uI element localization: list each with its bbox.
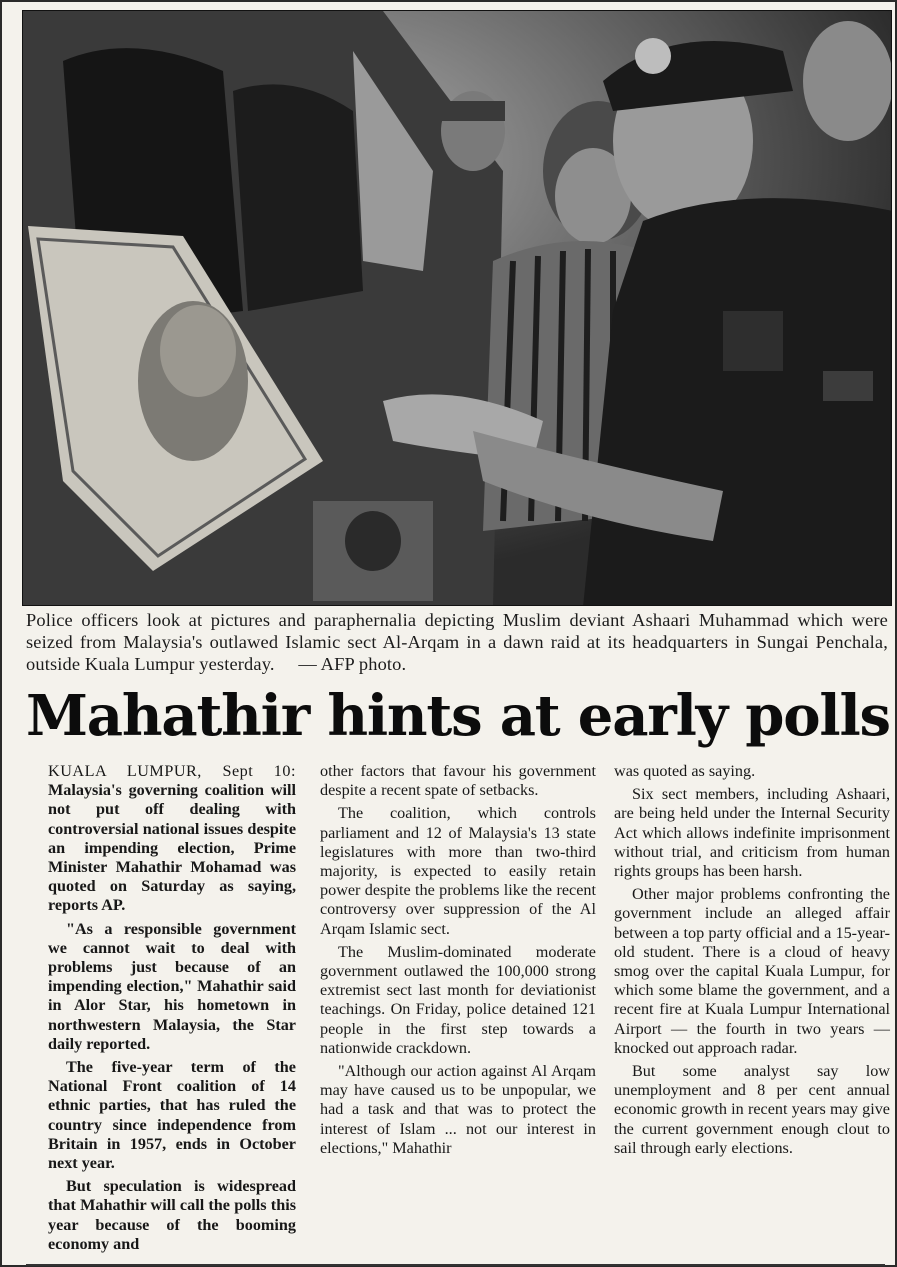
dateline: KUALA LUMPUR, Sept 10:: [48, 762, 296, 780]
photo-credit: — AFP photo.: [298, 654, 407, 674]
article-column-1: [48, 762, 296, 1262]
photo-caption: [26, 609, 888, 679]
paragraph: The coalition, which controls parliament and 12 of Malaysia's 13 state legislatures with more than two-third majority, is expected to easily retain power despite the problems like the recent controversy over suppression of the Al Arqam Islamic sect.: [320, 804, 596, 938]
paragraph: [48, 762, 296, 916]
paragraph: But speculation is widespread that Mahathir will call the polls this year because of the booming economy and: [48, 1177, 296, 1253]
headline: Mahathir hints at early polls: [26, 683, 890, 749]
paragraph: "As a responsible government we cannot wait to deal with problems just because of an impending election," Mahathir said in Alor Star, his hometown in northwestern Malaysia, the Star daily reported.: [48, 919, 296, 1053]
lead-text: Malaysia's governing coalition will not put off dealing with controversial national issues despite an impending election, Prime Minister Mahathir Mohamad was quoted on Saturday as saying, reports AP.: [48, 781, 296, 915]
paragraph: Other major problems confronting the government include an alleged affair between a top party official and a 15-year-old student. There is a cloud of heavy smog over the capital Kuala Lumpur, for which some blame the government, and a recent fire at Kuala Lumpur International Airport — the fourth in two years — knocked out approach radar.: [614, 885, 890, 1057]
paragraph: Six sect members, including Ashaari, are being held under the Internal Security Act which allows indefinite imprisonment without trial, and criticism from human rights groups has been harsh.: [614, 785, 890, 881]
news-photo: [22, 10, 892, 606]
paragraph: The Muslim-dominated moderate government outlawed the 100,000 strong extremist sect last month for deviationist teachings. On Friday, police detained 121 people in the first step towards a nationwide crackdown.: [320, 942, 596, 1057]
paragraph: "Although our action against Al Arqam may have caused us to be unpopular, we had a task and that was to protect the interest of Islam ... not our interest in elections," Mahathir: [320, 1062, 596, 1157]
caption-text: Police officers look at pictures and paraphernalia depicting Muslim deviant Ashaari Muhammad which were seized from Malaysia's outlawed Islamic sect Al-Arqam in a dawn raid at its headquarters in Sungai Penchala, outside Kuala Lumpur yesterday.: [26, 610, 888, 674]
news-photo-icon: [23, 11, 892, 606]
paragraph: But some analyst say low unemployment and 8 per cent annual economic growth in recent years may give the current government enough clout to sail through early elections.: [614, 1062, 890, 1157]
article-column-3: [614, 762, 890, 1262]
paragraph: was quoted as saying.: [614, 762, 756, 780]
bottom-rule: [26, 1264, 885, 1266]
paragraph: other factors that favour his government despite a recent spate of setbacks.: [320, 762, 596, 800]
article-column-2: [320, 762, 596, 1262]
paragraph: The five-year term of the National Front coalition of 14 ethnic parties, that has ruled the country since independence from Britain in 1957, ends in October next year.: [48, 1058, 296, 1173]
